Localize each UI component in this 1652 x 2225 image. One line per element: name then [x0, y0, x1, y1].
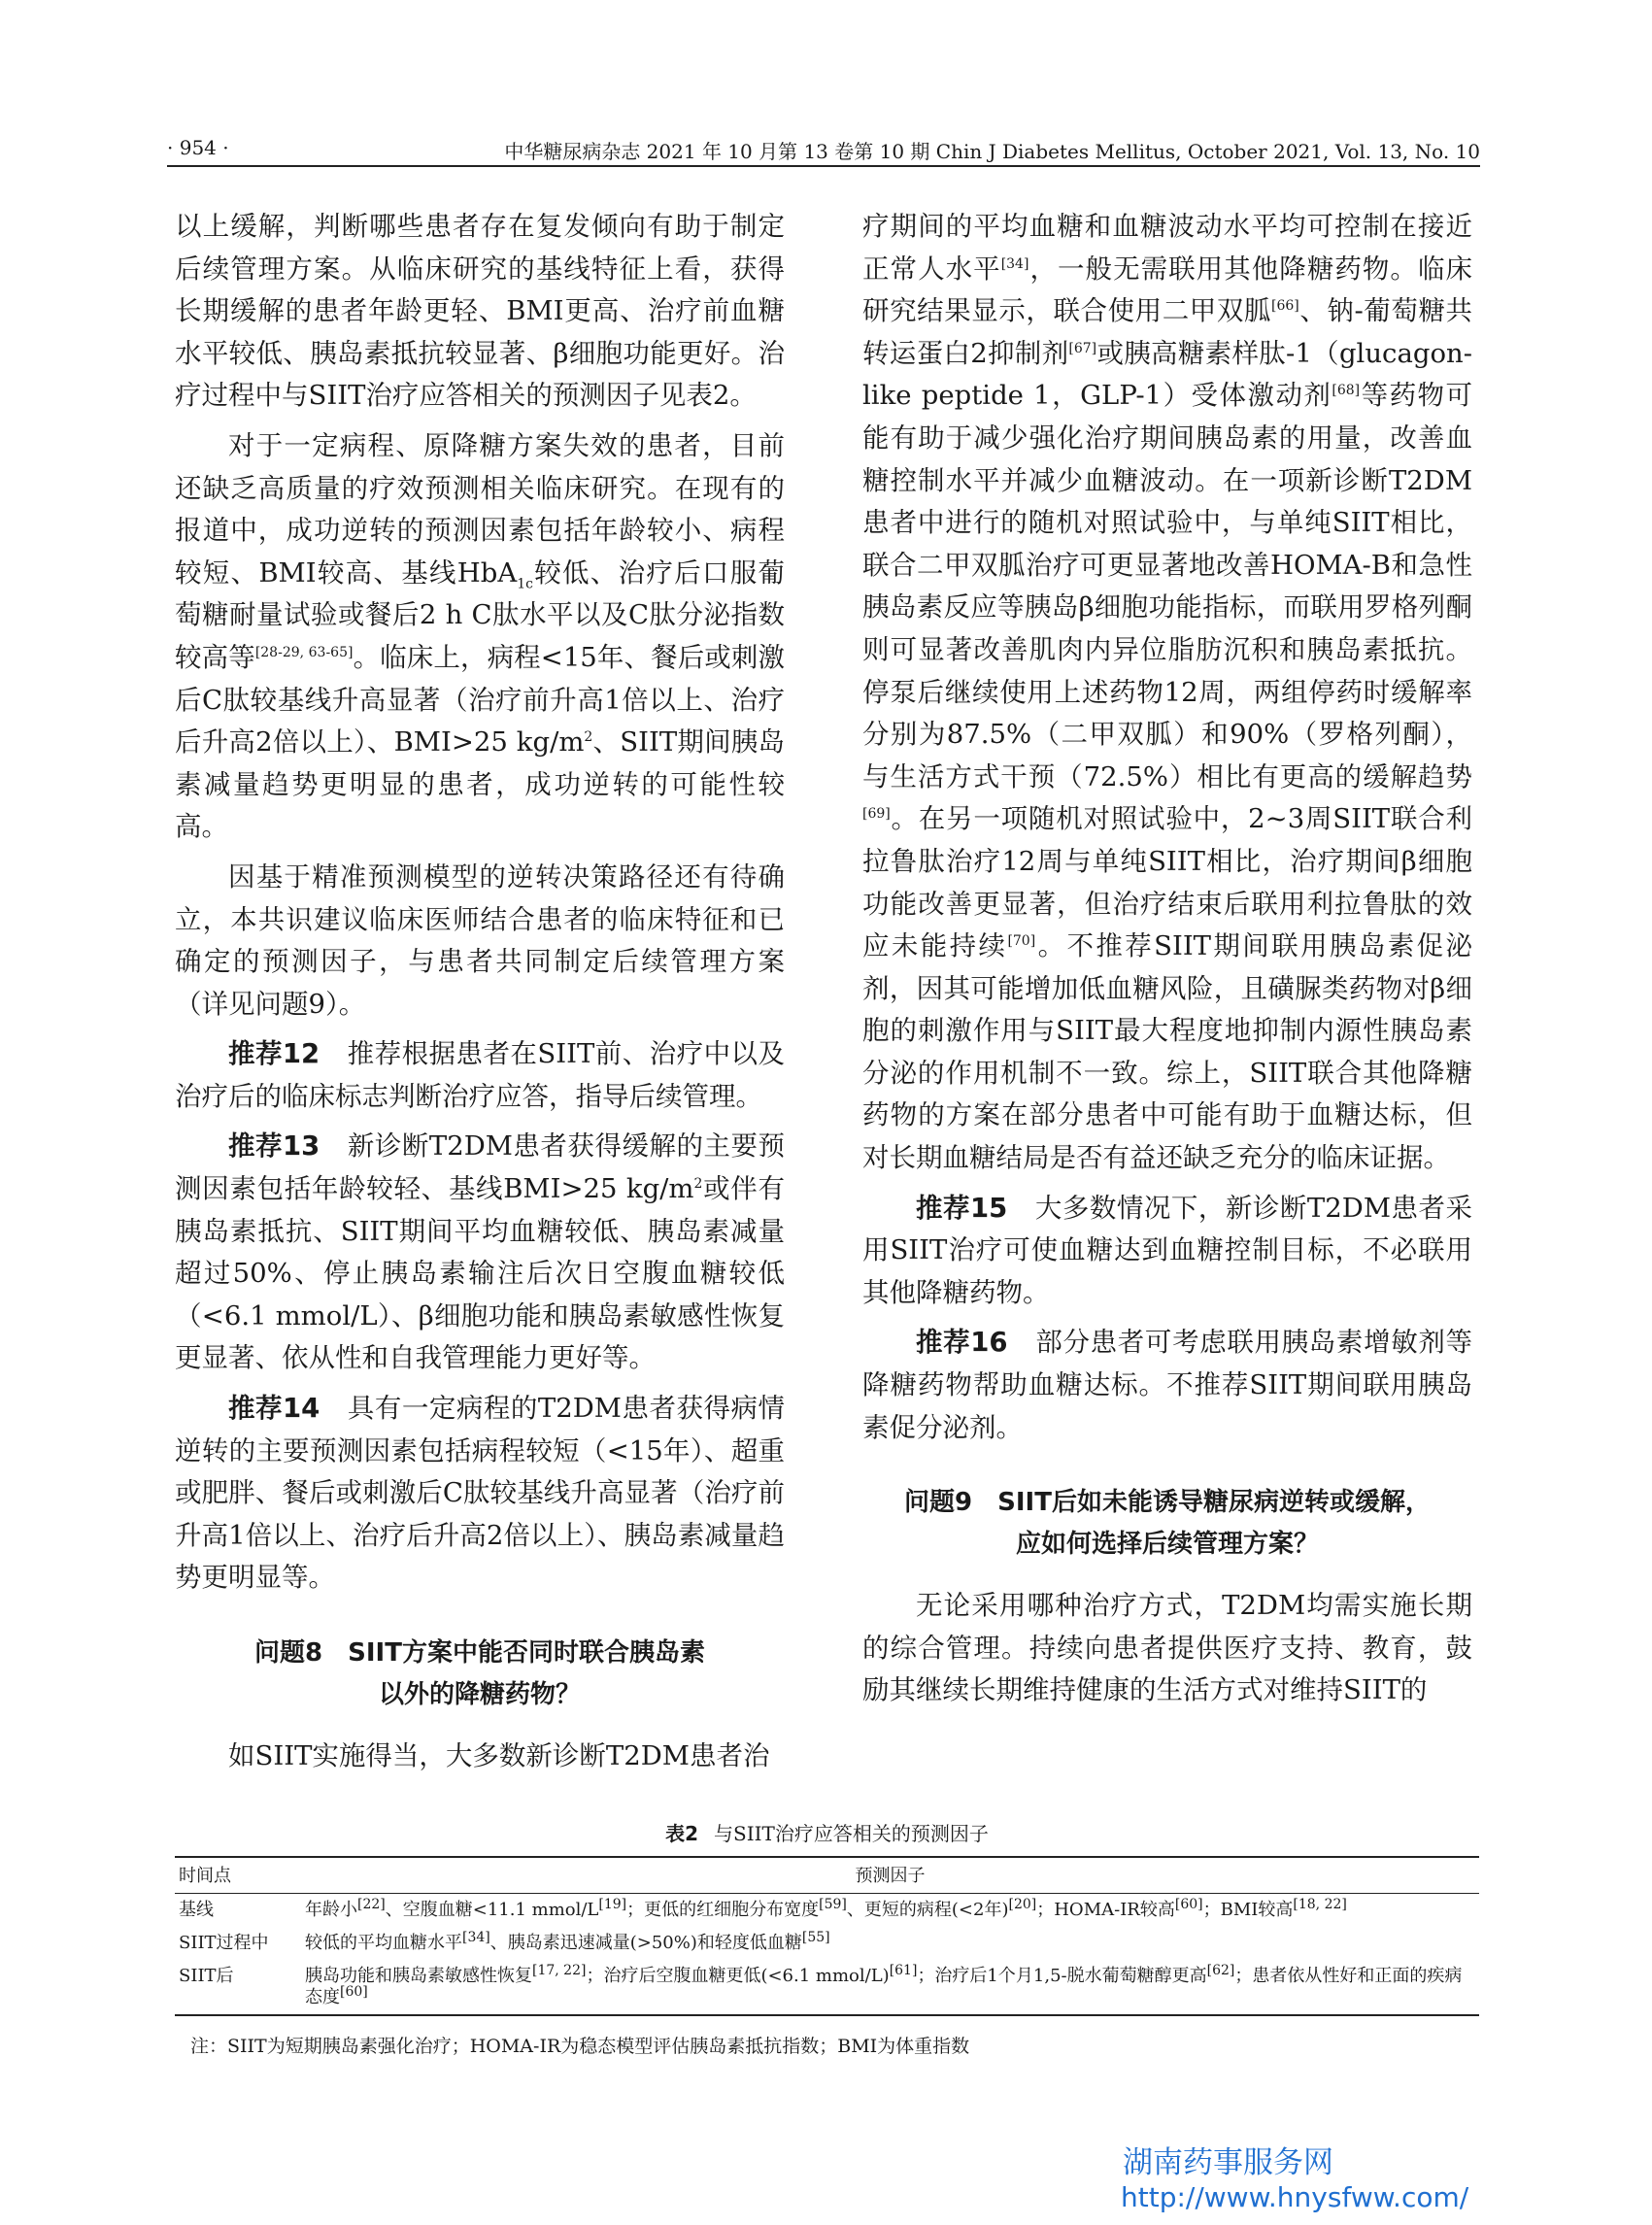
page-number: · 954 ·: [167, 136, 229, 159]
table-cell: 基线: [179, 1900, 214, 1920]
left-column: [175, 206, 785, 1786]
recommendation-label: 推荐15: [916, 1192, 1008, 1224]
recommendation-13: 推荐13 新诊断T2DM患者获得缓解的主要预测因素包括年龄较轻、基线BMI>25 $kg/m^2$或伴有胰岛素抵抗、SIIT期间平均血糖较低、胰岛素减量超过50%、停止胰岛素输注后次日空腹血糖较低（<6.1 mmol/L）、β细胞功能和胰岛素敏感性恢复更显著、依从性和自我管理能力更好等。: [175, 1130, 786, 1374]
table-cell: SIIT过程中: [179, 1933, 269, 1953]
recommendation-14: 推荐14 具有一定病程的T2DM患者获得病情逆转的主要预测因素包括病程较短（<15年）、超重或肥胖、餐后或刺激后C肽较基线升高显著（治疗前升高1倍以上、治疗后升高2倍以上）、胰岛素减量趋势更明显等。: [175, 1393, 786, 1594]
table-cell: SIIT后: [179, 1966, 234, 1986]
predictor-table: [175, 1856, 1479, 2016]
citation: [70]: [1007, 932, 1036, 949]
recommendation-label: 推荐12: [228, 1038, 320, 1070]
citation: [34]: [1000, 255, 1029, 272]
paragraph: 疗期间的平均血糖和血糖波动水平均可控制在接近正常人水平[34]，一般无需联用其他降糖药物。临床研究结果显示，联合使用二甲双胍[66]、钠-葡萄糖共转运蛋白2抑制剂[67]或胰高糖素样肽-1（glucagon-like peptide 1，GLP-1）受体激动剂[68]等药物可能有助于减少强化治疗期间胰岛素的用量，改善血糖控制水平并减少血糖波动。在一项新诊断T2DM患者中进行的随机对照试验中，与单纯SIIT相比，联合二甲双胍治疗可更显著地改善HOMA-B和急性胰岛素反应等胰岛β细胞功能指标，而联用罗格列酮则可显著改善肌肉内异位脂肪沉积和胰岛素抵抗。停泵后继续使用上述药物12周，两组停药时缓解率分别为87.5%（二甲双胍）和90%（罗格列酮），与生活方式干预（72.5%）相比有更高的缓解趋势[69]。在另一项随机对照试验中，2~3周SIIT联合利拉鲁肽治疗12周与单纯SIIT相比，治疗期间β细胞功能改善更显著，但治疗结束后联用利拉鲁肽的效应未能持续[70]。不推荐SIIT期间联用胰岛素促泌剂，因其可能增加低血糖风险，且磺脲类药物对β细胞的刺激作用与SIIT最大程度地抑制内源性胰岛素分泌的作用机制不一致。综上，SIIT联合其他降糖药物的方案在部分患者中可能有助于血糖达标，但对长期血糖结局是否有益还缺乏充分的临床证据。: [862, 211, 1473, 1174]
citation: [69]: [862, 806, 891, 823]
section-heading-q8: 问题8 SIIT方案中能否同时联合胰岛素 以外的降糖药物？: [254, 1638, 705, 1709]
recommendation-label: 推荐14: [228, 1393, 320, 1425]
watermark: [1121, 2145, 1468, 2215]
paragraph: 因基于精准预测模型的逆转决策路径还有待确立，本共识建议临床医师结合患者的临床特征和已确定的预测因子，与患者共同制定后续管理方案（详见问题9）。: [175, 860, 785, 1020]
table-title: 表2 与SIIT治疗应答相关的预测因子: [665, 1822, 989, 1845]
table-cell: 较低的平均血糖水平[34]、胰岛素迅速减量(>50%)和轻度低血糖[55]: [305, 1930, 830, 1953]
table-2: [175, 1818, 1479, 2058]
running-header: [167, 132, 1480, 167]
recommendation-label: 推荐16: [916, 1327, 1008, 1359]
table-cell: 年龄小[22]、空腹血糖<11.1 mmol/L[19]；更低的红细胞分布宽度[59]、更短的病程(<2年)[20]；HOMA-IR较高[60]；BMI较高[18, 22]: [305, 1897, 1347, 1920]
column-header-time: 时间点: [179, 1866, 231, 1886]
watermark-url: http://www.hnysfww.com/: [1121, 2181, 1469, 2213]
table-cell: 胰岛功能和胰岛素敏感性恢复[17, 22]；治疗后空腹血糖更低(<6.1 mmol/L)[61]；治疗后1个月1,5-脱水葡萄糖醇更高[62]；患者依从性好和正面的疾病态度[60]: [305, 1963, 1463, 2007]
recommendation-15: 推荐15 大多数情况下，新诊断T2DM患者采用SIIT治疗可使血糖达到血糖控制目标，不必联用其他降糖药物。: [862, 1192, 1473, 1308]
paragraph: 以上缓解，判断哪些患者存在复发倾向有助于制定后续管理方案。从临床研究的基线特征上看，获得长期缓解的患者年龄更轻、BMI更高、治疗前血糖水平较低、胰岛素抵抗较显著、β细胞功能更好。治疗过程中与SIIT治疗应答相关的预测因子见表2。: [175, 211, 785, 412]
journal-info: 中华糖尿病杂志 2021 年 10 月第 13 卷第 10 期 Chin J Diabetes Mellitus, October 2021, Vol. 13, No. 10: [504, 140, 1480, 163]
recommendation-12: 推荐12 推荐根据患者在SIIT前、治疗中以及治疗后的临床标志判断治疗应答，指导后续管理。: [175, 1038, 786, 1112]
section-heading-q9: 问题9 SIIT后如未能诱导糖尿病逆转或缓解， 应如何选择后续管理方案？: [904, 1488, 1431, 1560]
paragraph: 无论采用哪种治疗方式，T2DM均需实施长期的综合管理。持续向患者提供医疗支持、教育，鼓励其继续长期维持健康的生活方式对维持SIIT的: [862, 1590, 1472, 1706]
recommendation-label: 推荐13: [228, 1130, 320, 1163]
table-row: [175, 1927, 1479, 1960]
citation: [68]: [1332, 383, 1361, 399]
watermark-name: 湖南药事服务网: [1123, 2145, 1333, 2180]
paragraph: 如SIIT实施得当，大多数新诊断T2DM患者治: [228, 1740, 770, 1771]
table-row: [175, 1894, 1479, 1928]
table-header-row: [175, 1857, 1479, 1894]
citation: [67]: [1068, 340, 1097, 356]
citation: [66]: [1271, 298, 1299, 315]
table-row: [175, 1960, 1479, 2015]
paragraph: 对于一定病程、原降糖方案失效的患者，目前还缺乏高质量的疗效预测相关临床研究。在现有的报道中，成功逆转的预测因素包括年龄较小、病程较短、BMI较高、基线HbA$_{1c}$较低、治疗后口服葡萄糖耐量试验或餐后2 h C肽水平以及C肽分泌指数较高等[28-29, 63-65]。临床上，病程<15年、餐后或刺激后C肽较基线升高显著（治疗前升高1倍以上、治疗后升高2倍以上）、BMI>25 $kg/m^2$、SIIT期间胰岛素减量趋势更明显的患者，成功逆转的可能性较高。: [175, 429, 786, 843]
column-header-predictors: 预测因子: [855, 1866, 926, 1886]
right-column: [862, 206, 1472, 1720]
recommendation-16: 推荐16 部分患者可考虑联用胰岛素增敏剂等降糖药物帮助血糖达标。不推荐SIIT期间联用胰岛素促分泌剂。: [862, 1327, 1473, 1443]
citation: [28-29, 63-65]: [254, 644, 354, 660]
table-note: 注：SIIT为短期胰岛素强化治疗；HOMA-IR为稳态模型评估胰岛素抵抗指数；BMI为体重指数: [190, 2036, 970, 2057]
